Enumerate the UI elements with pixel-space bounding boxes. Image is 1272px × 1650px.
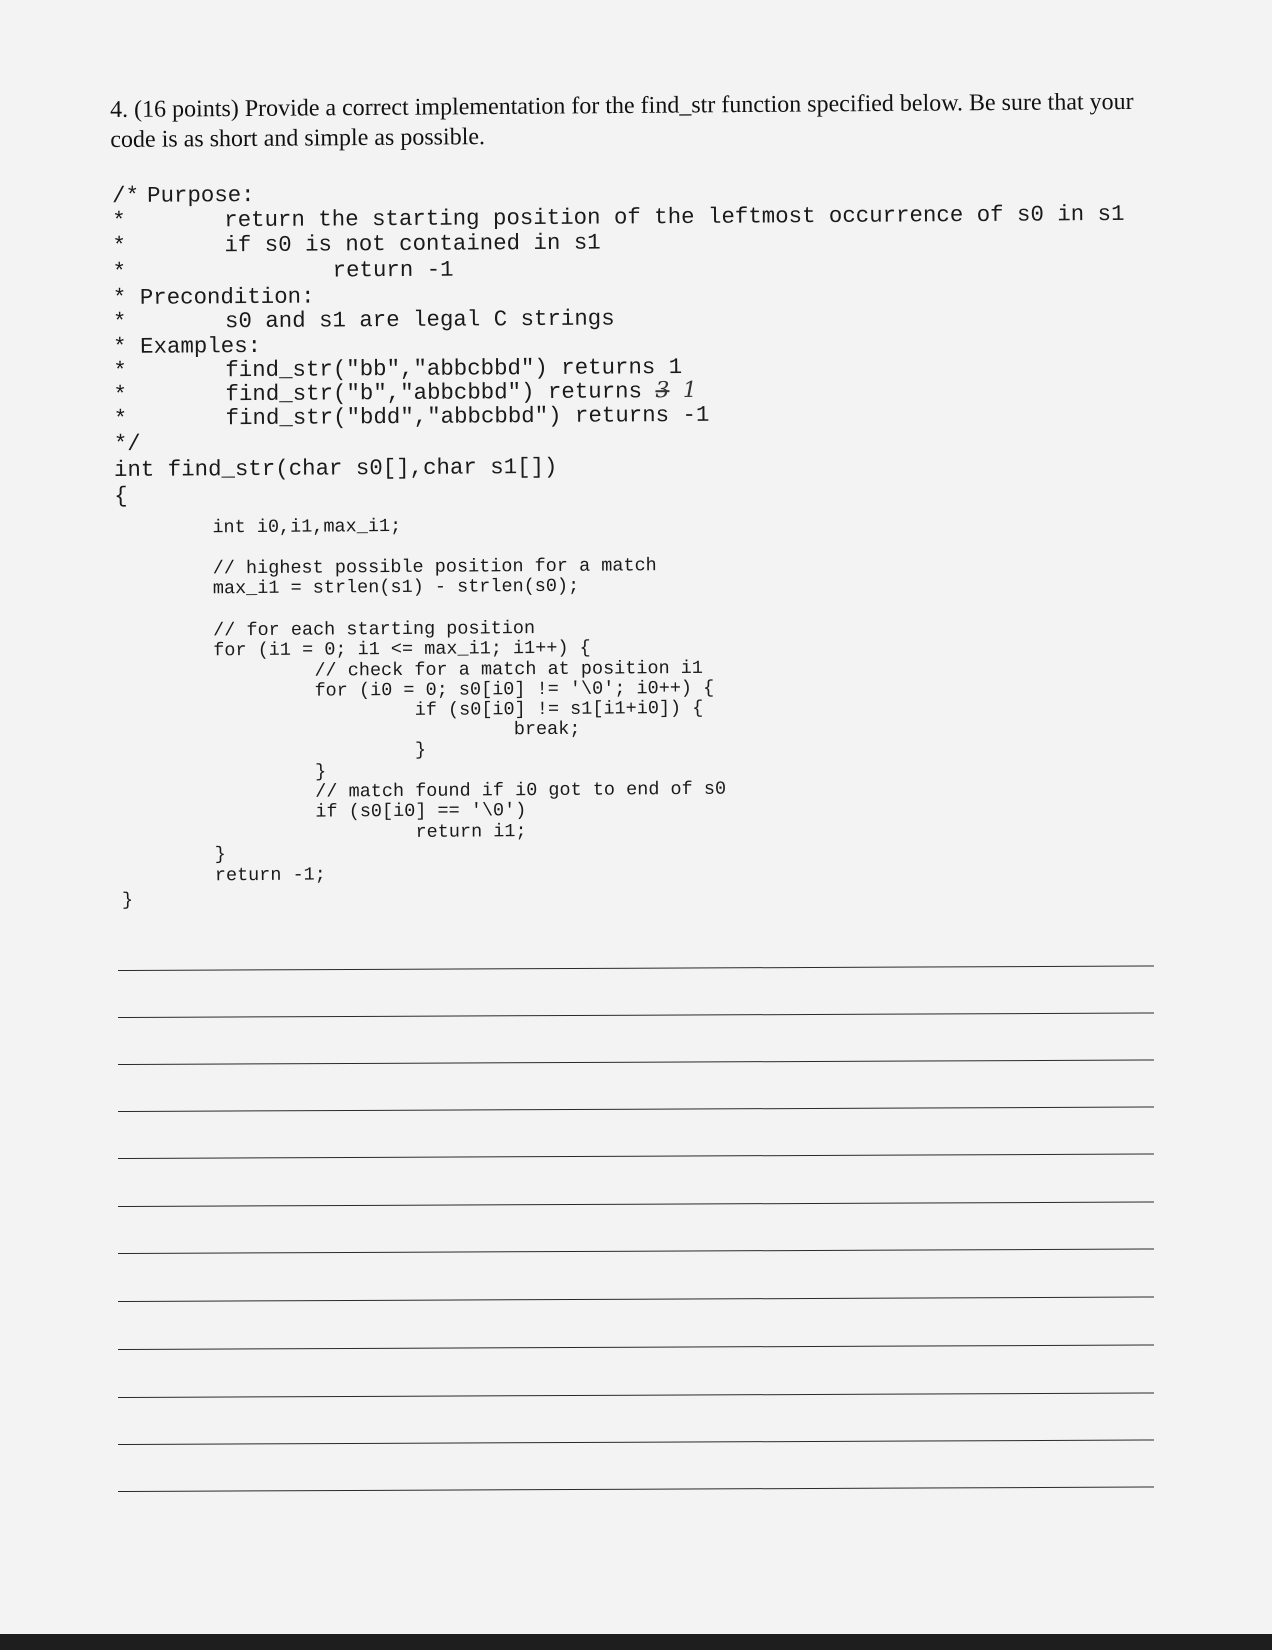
comment-line: * Examples: (113, 332, 262, 360)
code-line: if (s0[i0] != s1[i1+i0]) { (414, 697, 704, 721)
handwritten-correction: 1 (682, 377, 697, 404)
comment-line: * find_str("b","abbcbbd") returns 3 1 (113, 377, 697, 408)
code-comment: // for each starting position (213, 618, 536, 642)
code-line: } (214, 844, 226, 866)
comment-line: * if s0 is not contained in s1 (112, 229, 601, 259)
answer-line (118, 1012, 1154, 1018)
function-signature: int find_str(char s0[],char s1[]) (113, 453, 558, 483)
comment-line: * return -1 (112, 256, 454, 285)
answer-line (118, 1344, 1154, 1350)
answer-line (118, 1392, 1154, 1398)
code-comment: // match found if i0 got to end of s0 (315, 778, 727, 803)
code-line: break; (513, 718, 581, 741)
code-line: } (414, 739, 427, 761)
answer-line (118, 1486, 1154, 1492)
answer-line (118, 1248, 1154, 1254)
close-brace: } (121, 889, 134, 911)
comment-line: /* Purpose: (112, 182, 255, 209)
code-line: } (315, 761, 327, 783)
answer-line (118, 1439, 1154, 1445)
answer-line (118, 1201, 1154, 1207)
answer-line (118, 1059, 1154, 1065)
scan-edge (0, 1634, 1272, 1650)
answer-line (118, 965, 1154, 971)
answer-line (118, 1153, 1154, 1159)
comment-line: * find_str("bb","abbcbbd") returns 1 (113, 354, 683, 384)
code-comment: // highest possible position for a match (212, 555, 657, 580)
comment-line: * Precondition: (112, 283, 315, 311)
code-line: return i1; (415, 821, 527, 843)
code-line: for (i0 = 0; s0[i0] != '\0'; i0++) { (314, 677, 715, 702)
code-line: if (s0[i0] == '\0') (315, 800, 527, 823)
open-brace: { (114, 482, 128, 509)
code-comment: // check for a match at position i1 (314, 657, 704, 682)
code-line: return -1; (214, 864, 326, 887)
code-line: int i0,i1,max_i1; (212, 515, 402, 539)
comment-close: */ (113, 430, 141, 457)
code-line: for (i1 = 0; i1 <= max_i1; i1++) { (213, 637, 591, 662)
answer-line (118, 1106, 1154, 1112)
comment-line: * return the starting position of the leftmost occurrence of s0 in s1 (112, 200, 1125, 234)
answer-line (118, 1296, 1154, 1302)
comment-line: * find_str("bdd","abbcbbd") returns -1 (113, 401, 710, 432)
struck-value: 3 (655, 378, 670, 404)
question-prompt: 4. (16 points) Provide a correct implementation for the find_str function specified below. Be sure that your code is as short and simple as possible. (110, 88, 1134, 153)
code-line: max_i1 = strlen(s1) - strlen(s0); (212, 575, 580, 600)
comment-line: * s0 and s1 are legal C strings (112, 305, 615, 335)
